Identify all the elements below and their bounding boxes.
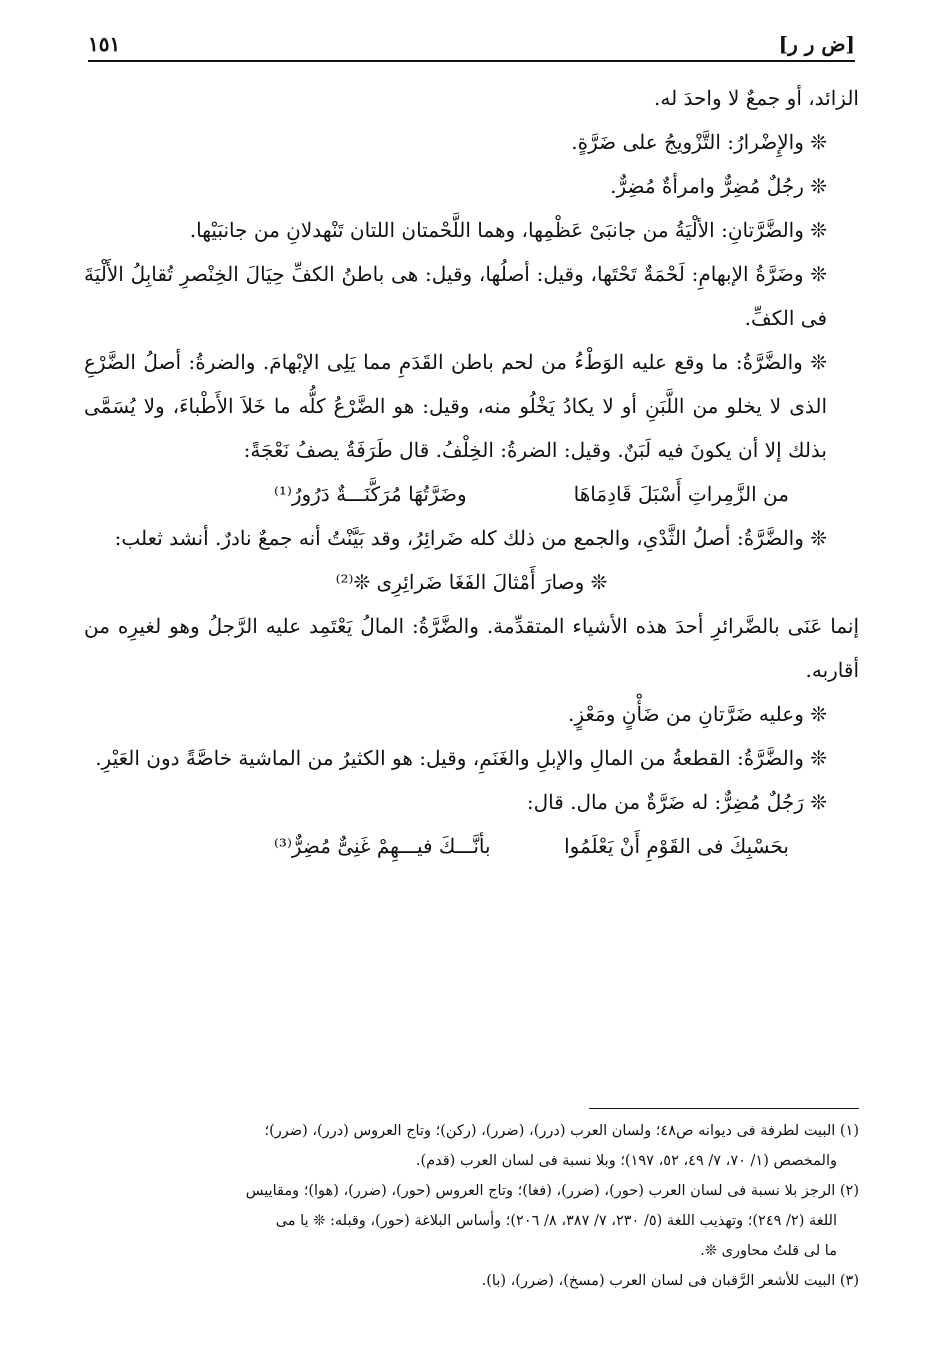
verse-line — [84, 472, 859, 516]
paragraph: ❊ وضَرَّةُ الإبهامِ: لَحْمَةٌ تَحْتَها، وقيل: أصلُها، وقيل: هى باطنُ الكفِّ حِيَالَ الخِنْصرِ تُقابِلُ الأَلْيَةَ فى الكفِّ. — [84, 262, 827, 330]
section-heading: [ض ر ر] — [778, 32, 855, 56]
verse-hemistich-first: بحَسْبِكَ فى القَوْمِ أَنْ يَعْلَمُوا — [564, 834, 789, 858]
header-rule — [88, 60, 855, 62]
paragraph: الزائد، أو جمعٌ لا واحدَ له. — [654, 86, 859, 110]
footnote-line: (٣) البيت للأشعر الرَّقبان فى لسان العرب (مسخ)، (ضرر)، (با). — [481, 1273, 859, 1289]
paragraph: ❊ رَجُلٌ مُضِرٌّ: له ضَرَّةٌ من مال. قال: — [526, 790, 827, 814]
paragraph: ❊ والضَّرَّةُ: أصلُ الثَّدْىِ، والجمع من ذلك كله ضَرائِرُ، وقد بَيَّنْتُ أنه جمعٌ نادرٌ. أنشد ثعلب: — [114, 526, 827, 550]
paragraph: ❊ رجُلٌ مُضِرٌّ وامرأةٌ مُضِرٌّ. — [610, 174, 827, 198]
page-header — [88, 26, 855, 56]
main-text — [84, 76, 859, 868]
footnote-line: (٢) الرجز بلا نسبة فى لسان العرب (حور)، (ضرر)، (فغا)؛ وتاج العروس (حور)، (ضرر)، (هوا)؛ ومقاييس — [245, 1183, 859, 1199]
verse-hemistich-second: وضَرَّتُهَا مُرَكَّنَـــةٌ دَرُورُ⁽¹⁾ — [274, 482, 467, 506]
paragraph: ❊ والإِضْرارُ: التَّزْويجُ على ضَرَّةٍ. — [571, 130, 827, 154]
page-number: ١٥١ — [88, 32, 121, 56]
verse-hemistich-first: من الزَّمِراتِ أَسْبَلَ قَادِمَاهَا — [573, 482, 789, 506]
paragraph: إنما عَنَى بالضَّرائرِ أحدَ هذه الأشياء المتقدِّمة. والضَّرَّةُ: المالُ يَعْتَمِد عليه الرَّجلُ وهو لغيرِه من أقاربه. — [84, 614, 859, 682]
footnote-line: اللغة (٢/ ٢٤٩)؛ وتهذيب اللغة (٥/ ٢٣٠، ٧/ ٣٨٧، ٨/ ٢٠٦)؛ وأساس البلاغة (حور)، وقبله: ❊ يا مى — [275, 1213, 837, 1229]
paragraph: ❊ والضَّرَّةُ: القطعةُ من المالِ والإبلِ والغَنَمِ، وقيل: هو الكثيرُ من الماشية خاصَّةً دون العَيْرِ. — [95, 746, 827, 770]
footnote-line: (١) البيت لطرفة فى ديوانه ص٤٨؛ ولسان العرب (درر)، (ضرر)، (ركن)؛ وتاج العروس (درر)، (ضرر)؛ — [264, 1123, 859, 1139]
footnotes — [84, 1116, 859, 1296]
paragraph: ❊ وعليه ضَرَّتانِ من ضَأْنٍ ومَعْزٍ. — [568, 702, 827, 726]
footnote-line: ما لى قلتُ محاورى ❊. — [700, 1243, 837, 1259]
footnote-rule — [589, 1108, 859, 1109]
verse-hemistich-second: بأنَّـــكَ فيـــهِمْ غَنِىٌّ مُضِرٌّ⁽³⁾ — [274, 834, 491, 858]
verse-line — [84, 824, 859, 868]
footnote-line: والمخصص (١/ ٧٠، ٧/ ٤٩، ٥٢، ١٩٧)؛ وبلا نسبة فى لسان العرب (قدم). — [415, 1153, 837, 1169]
verse-line: ❊ وصارَ أَمْثالَ الفَغَا ضَرائِرِى ❊⁽²⁾ — [335, 570, 608, 594]
paragraph: ❊ والضَّرَّةُ: ما وقع عليه الوَطْءُ من لحم باطن القَدَمِ مما يَلِى الإبْهامَ. والضرةُ: أصلُ الضَّرْعِ الذى لا يخلو من اللَّبَنِ أو لا يكادُ يَخْلُو منه، وقيل: هو الضَّرْعُ كلُّه ما خَلاَ الأَطْباءَ، ولا يُسَمَّى بذلك إلا أن يكونَ فيه لَبَنٌ. وقيل: الضرةُ: الخِلْفُ. قال طَرَفَةُ يصفُ نَعْجَةً: — [84, 350, 827, 462]
paragraph: ❊ والضَّرَّتانِ: الألْيَةُ من جانبَىْ عَظْمِها، وهما اللَّحْمتان اللتان تَنْهدلانِ من جانبَيْها. — [189, 218, 827, 242]
